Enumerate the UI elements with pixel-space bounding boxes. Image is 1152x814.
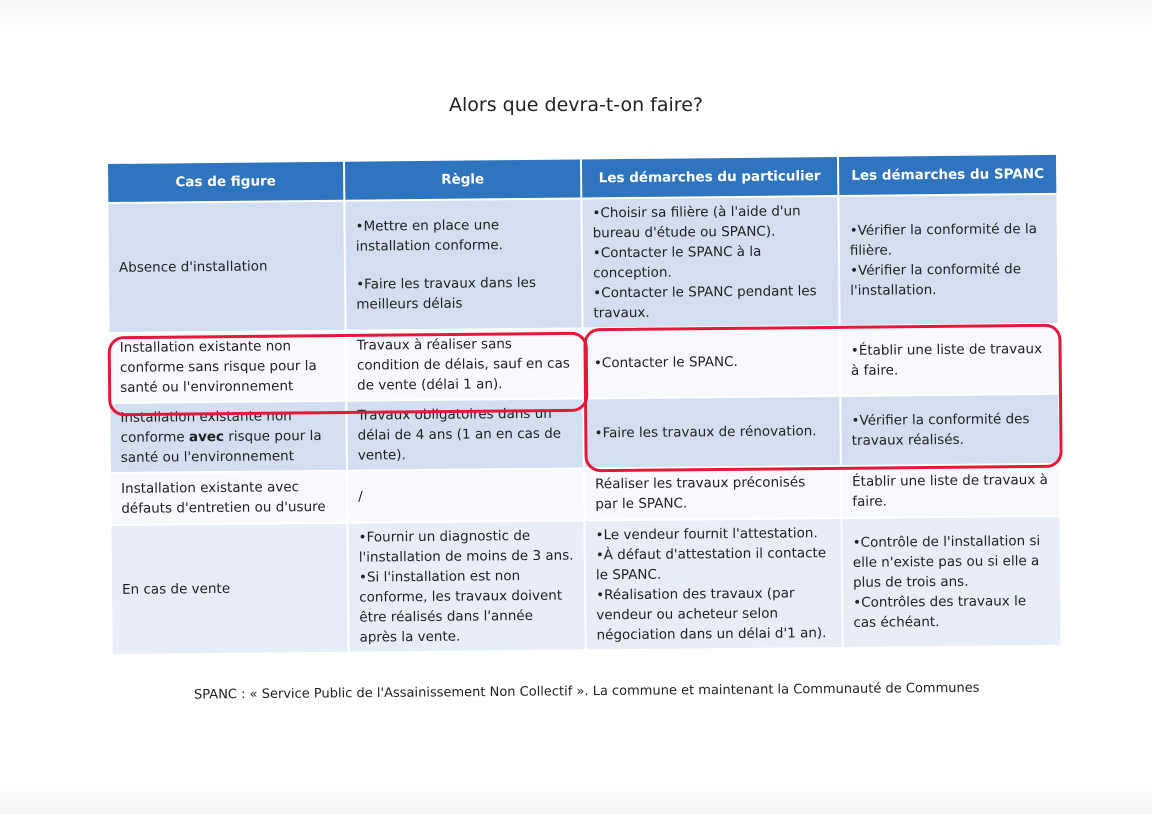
cell-rule: Travaux à réaliser sans condition de délais, sauf en cas de vente (délai 1 an).: [346, 328, 584, 400]
table-row: [111, 516, 1060, 654]
cell-rule: [347, 520, 585, 651]
spanc-line: •Contrôles des travaux le cas échéant.: [853, 593, 1027, 631]
cell-particulier: •Contacter le SPANC.: [583, 326, 841, 398]
spanc-line: •Contrôle de l'installation si elle n'existe pas ou si elle a plus de trois ans.: [852, 533, 1041, 591]
particulier-line: •Le vendeur fournit l'attestation.: [595, 525, 818, 544]
header-particulier: Les démarches du particulier: [581, 157, 838, 198]
cell-spanc: [841, 516, 1060, 647]
particulier-line: •Réalisation des travaux (par vendeur ou acheteur selon négociation dans un délai d'1 an).: [596, 585, 827, 644]
cell-spanc: •Établir une liste de travaux à faire.: [840, 324, 1059, 396]
cell-particulier: •Faire les travaux de rénovation.: [583, 396, 841, 468]
cell-spanc: [838, 194, 1057, 326]
cell-rule: Travaux obligatoires dans un délai de 4 ans (1 an en cas de vente).: [346, 398, 584, 470]
rule-line: •Mettre en place une installation conforme.: [355, 217, 504, 255]
page-title: Alors que devra-t-on faire?: [449, 94, 703, 116]
table-row: [108, 194, 1057, 333]
cell-rule: /: [347, 468, 584, 522]
highlight-right: [583, 324, 1062, 473]
particulier-line: •Contacter le SPANC à la conception.: [592, 243, 762, 282]
cell-particulier: [581, 196, 839, 328]
cell-case: En cas de vente: [111, 523, 348, 654]
spanc-line: •Vérifier la conformité de la filière.: [849, 221, 1038, 259]
particulier-line: •Choisir sa filière (à l'aide d'un bureau d'étude ou SPANC).: [592, 203, 801, 242]
cell-rule: [344, 198, 582, 330]
cell-particulier: Réaliser les travaux préconisés par le SPANC.: [584, 466, 841, 520]
case-emphasis: avec: [188, 428, 225, 446]
cell-case: Absence d'installation: [108, 201, 345, 333]
header-regle: Règle: [344, 159, 581, 200]
highlight-left: [108, 332, 589, 417]
particulier-line: •Contacter le SPANC pendant les travaux.: [593, 283, 817, 322]
cell-spanc: Établir une liste de travaux à faire.: [841, 464, 1059, 518]
cell-case: Installation existante avec défauts d'entretien ou d'usure: [111, 471, 347, 525]
rule-line: •Si l'installation est non conforme, les travaux doivent être réalisés dans l'année après la vente.: [358, 568, 563, 646]
header-spanc: Les démarches du SPANC: [838, 155, 1056, 196]
particulier-line: •À défaut d'attestation il contacte le SPANC.: [595, 545, 827, 584]
rule-line: •Faire les travaux dans les meilleurs délais: [356, 274, 537, 313]
rule-line: •Fournir un diagnostic de l'installation de moins de 3 ans.: [358, 527, 574, 566]
case-text: risque pour la santé ou l'environnement: [120, 427, 322, 466]
case-text: Installation existante non conforme: [120, 408, 292, 446]
header-cas-de-figure: Cas de figure: [108, 162, 344, 203]
cell-spanc: •Vérifier la conformité des travaux réalisés.: [840, 394, 1059, 466]
cell-particulier: [584, 518, 842, 649]
cell-case: Installation existante non conforme sans risque pour la santé ou l'environnement: [110, 331, 347, 403]
footnote: SPANC : « Service Public de l'Assainissement Non Collectif ». La commune et maintenant la Communauté de Communes: [193, 680, 980, 703]
table-row: [111, 464, 1059, 525]
spanc-line: •Vérifier la conformité de l'installation.: [849, 261, 1022, 299]
